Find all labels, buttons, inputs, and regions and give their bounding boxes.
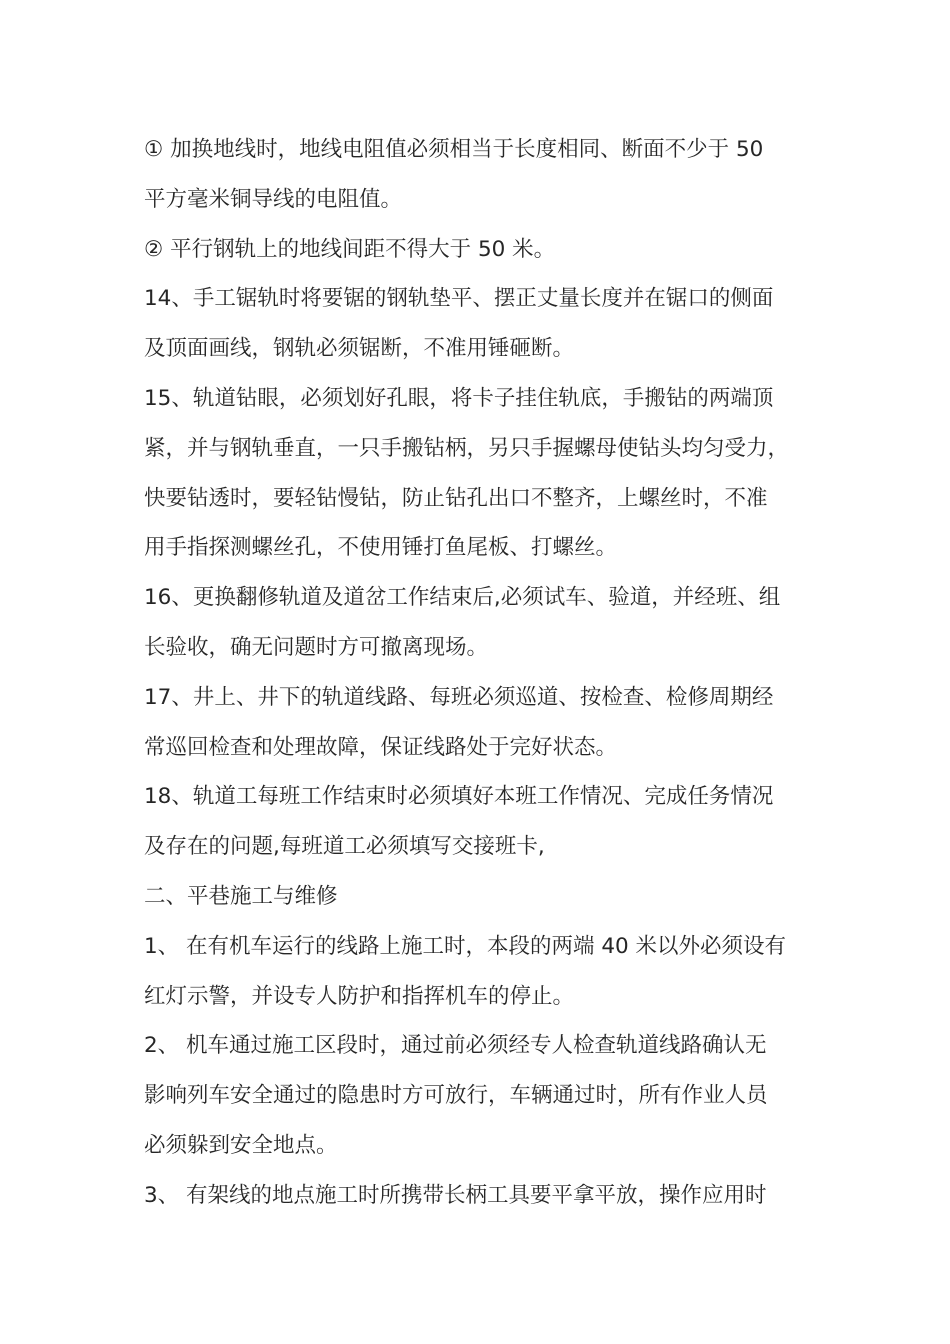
text-line: ② 平行钢轨上的地线间距不得大于 50 米。	[144, 236, 556, 262]
text-line: ① 加换地线时，地线电阻值必须相当于长度相同、断面不少于 50	[144, 137, 764, 162]
text-line: 影响列车安全通过的隐患时方可放行，车辆通过时，所有作业人员	[144, 1083, 768, 1109]
text-line: 平方毫米铜导线的电阻值。	[144, 186, 403, 212]
text-line: 必须躲到安全地点。	[144, 1132, 338, 1158]
text-line: 15、轨道钻眼，必须划好孔眼，将卡子挂住轨底，手搬钻的两端顶	[144, 385, 774, 411]
text-line: 16、更换翻修轨道及道岔工作结束后,必须试车、验道，并经班、组	[144, 585, 781, 611]
text-line: 常巡回检查和处理故障，保证线路处于完好状态。	[144, 734, 618, 760]
text-line: 14、手工锯轨时将要锯的钢轨垫平、摆正丈量长度并在锯口的侧面	[144, 286, 774, 312]
section-heading: 二、平巷施工与维修	[144, 883, 338, 909]
text-line: 1、 在有机车运行的线路上施工时，本段的两端 40 米以外必须设有	[144, 933, 787, 959]
text-line: 用手指探测螺丝孔，不使用锤打鱼尾板、打螺丝。	[144, 535, 618, 561]
text-line: 长验收，确无问题时方可撤离现场。	[144, 634, 489, 660]
text-line: 快要钻透时，要轻钻慢钻，防止钻孔出口不整齐，上螺丝时，不准	[144, 485, 768, 511]
text-line: 2、 机车通过施工区段时，通过前必须经专人检查轨道线路确认无	[144, 1033, 767, 1059]
text-line: 及顶面画线，钢轨必须锯断，不准用锤砸断。	[144, 336, 575, 362]
text-line: 及存在的问题,每班道工必须填写交接班卡,	[144, 834, 545, 860]
text-line: 18、轨道工每班工作结束时必须填好本班工作情况、完成任务情况	[144, 784, 774, 810]
document-body	[144, 125, 834, 1221]
text-line: 3、 有架线的地点施工时所携带长柄工具要平拿平放，操作应用时	[144, 1182, 767, 1208]
text-line: 紧，并与钢轨垂直，一只手搬钻柄，另只手握螺母使钻头均匀受力，	[144, 435, 790, 461]
text-line: 红灯示警，并设专人防护和指挥机车的停止。	[144, 983, 575, 1009]
text-line: 17、井上、井下的轨道线路、每班必须巡道、按检查、检修周期经	[144, 684, 774, 710]
